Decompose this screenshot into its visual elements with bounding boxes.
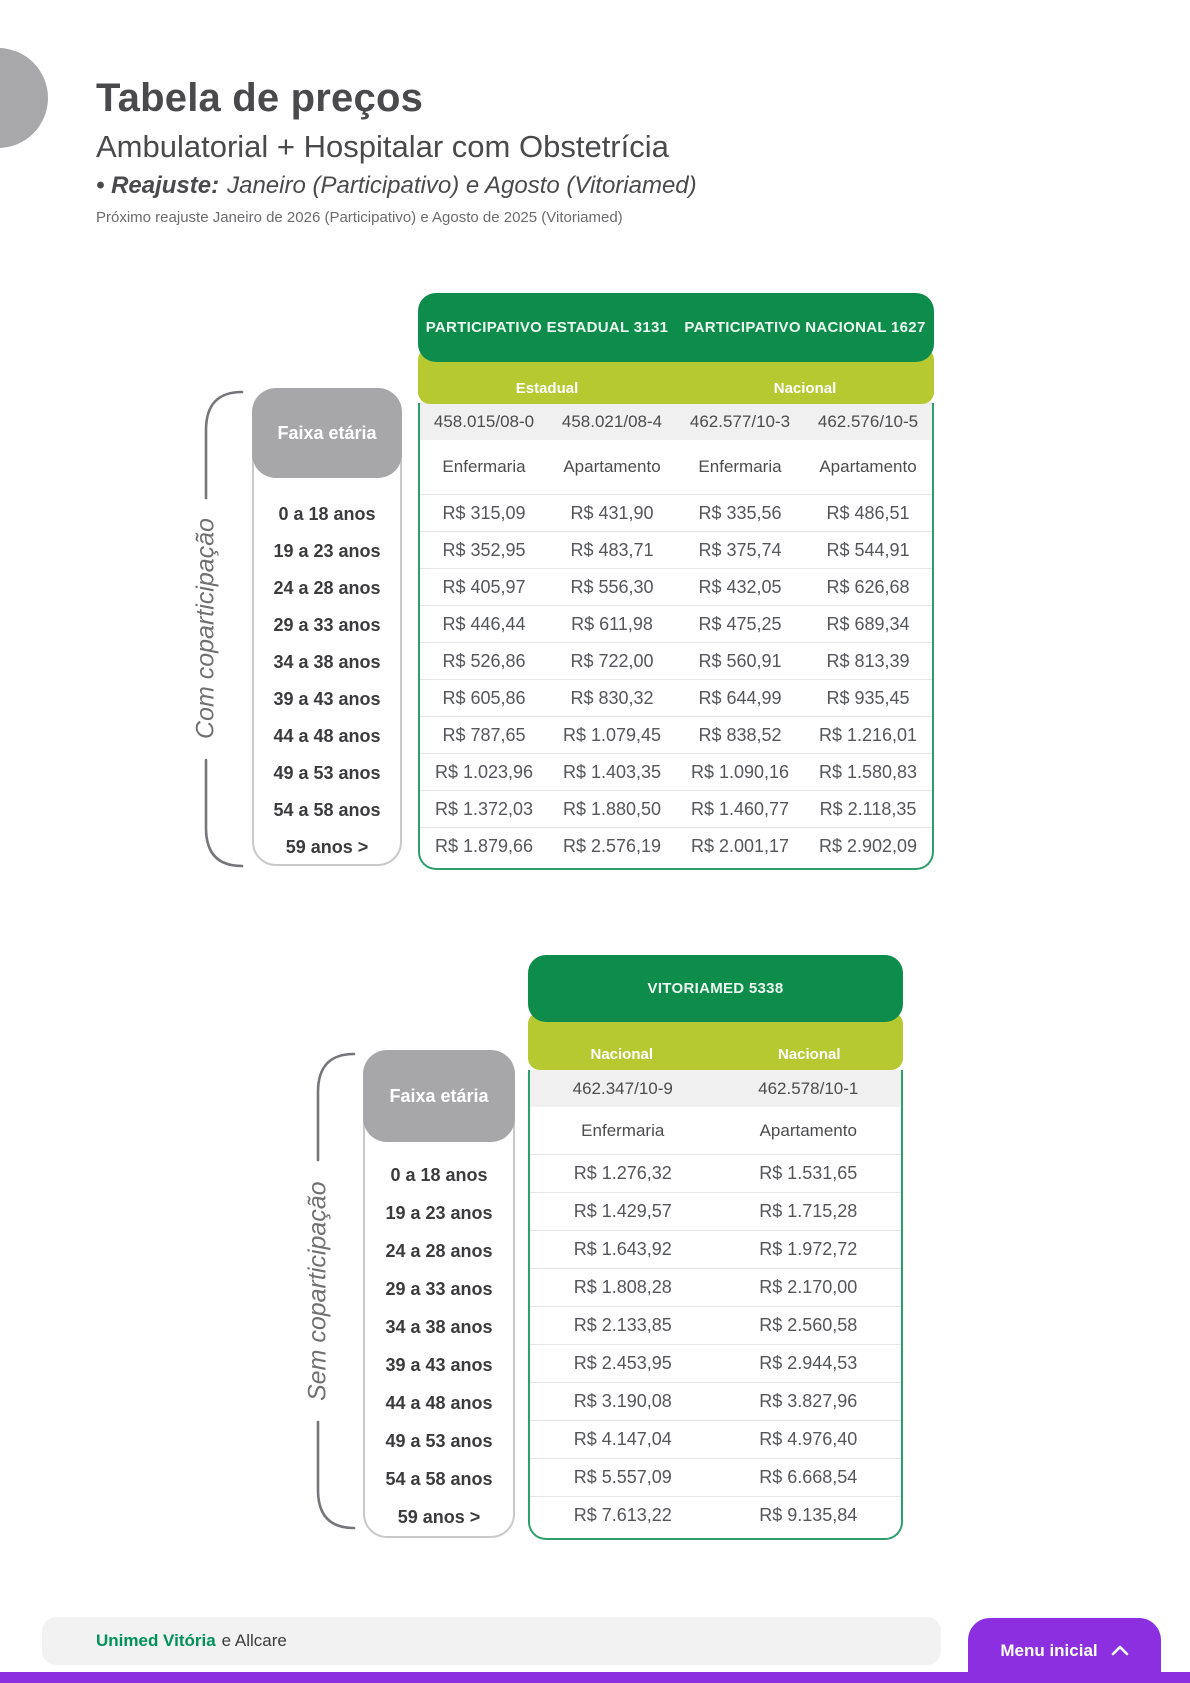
- side-label-sem-coparticipacao: Sem coparticipação: [303, 1181, 332, 1401]
- price-cell: R$ 1.023,96: [434, 761, 534, 782]
- age-label: 24 a 28 anos: [385, 1240, 493, 1261]
- accommodation-label: Apartamento: [563, 457, 661, 476]
- plan-code: 462.347/10-9: [572, 1078, 673, 1098]
- age-column-header-table1: Faixa etária: [252, 388, 402, 478]
- price-cell: R$ 605,86: [442, 687, 526, 708]
- price-cell: R$ 3.827,96: [759, 1391, 858, 1411]
- price-cell: R$ 1.879,66: [434, 835, 534, 856]
- plan-header-estadual: PARTICIPATIVO ESTADUAL 3131: [425, 319, 669, 336]
- plan-code: 462.577/10-3: [689, 411, 791, 431]
- price-row: [420, 568, 932, 605]
- readjust-text: Janeiro (Participativo) e Agosto (Vitoriamed): [227, 172, 697, 199]
- brand-unimed-vitoria: Unimed Vitória: [96, 1631, 216, 1650]
- table2-body: [528, 1070, 903, 1540]
- plan-code: 458.021/08-4: [561, 411, 663, 431]
- price-cell: R$ 6.668,54: [759, 1467, 858, 1487]
- accommodation-label: Apartamento: [759, 1120, 857, 1140]
- accommodation-label: Enfermaria: [581, 1120, 665, 1140]
- age-label: 29 a 33 anos: [273, 615, 381, 635]
- price-cell: R$ 4.976,40: [759, 1429, 858, 1449]
- price-row: [530, 1230, 901, 1268]
- price-cell: R$ 483,71: [570, 539, 654, 560]
- readjust-line: [96, 172, 697, 200]
- decorative-circle: [0, 48, 48, 148]
- price-cell: R$ 830,32: [570, 687, 654, 708]
- price-cell: R$ 432,05: [698, 576, 782, 597]
- price-row: [530, 1306, 901, 1344]
- region-label: Estadual: [515, 380, 579, 397]
- region-label: Nacional: [773, 380, 837, 397]
- price-cell: R$ 3.190,08: [573, 1391, 672, 1411]
- price-cell: R$ 544,91: [826, 539, 910, 560]
- price-row: [420, 716, 932, 753]
- price-cell: R$ 2.453,95: [573, 1353, 672, 1373]
- age-label: 59 anos >: [397, 1506, 481, 1527]
- chevron-up-icon: [1111, 1645, 1129, 1656]
- plan-code: 462.576/10-5: [817, 411, 919, 431]
- price-cell: R$ 560,91: [698, 650, 782, 671]
- price-cell: R$ 526,86: [442, 650, 526, 671]
- price-cell: R$ 1.972,72: [759, 1239, 858, 1259]
- price-cell: R$ 1.403,35: [562, 761, 662, 782]
- price-cell: R$ 722,00: [570, 650, 654, 671]
- price-cell: R$ 611,98: [571, 613, 653, 634]
- price-row: [420, 642, 932, 679]
- price-cell: R$ 486,51: [826, 502, 910, 523]
- accommodation-label: Apartamento: [819, 457, 917, 476]
- price-row: [420, 679, 932, 716]
- price-cell: R$ 2.133,85: [573, 1315, 672, 1335]
- price-cell: R$ 352,95: [442, 539, 526, 560]
- age-label: 44 a 48 anos: [385, 1392, 493, 1413]
- price-cell: R$ 1.643,92: [573, 1239, 672, 1259]
- price-cell: R$ 2.944,53: [759, 1353, 858, 1373]
- age-label: 54 a 58 anos: [273, 800, 381, 820]
- price-cell: R$ 475,25: [698, 613, 782, 634]
- side-label-com-coparticipacao: Com coparticipação: [191, 518, 220, 740]
- plan-header-table1: [418, 293, 934, 362]
- age-label: 54 a 58 anos: [385, 1468, 493, 1489]
- price-cell: R$ 787,65: [442, 724, 526, 745]
- price-row: [530, 1268, 901, 1306]
- region-label: Nacional: [590, 1046, 654, 1063]
- accommodation-row: [420, 440, 932, 494]
- price-cell: R$ 644,99: [698, 687, 782, 708]
- table1-body: [418, 403, 934, 870]
- price-row: [420, 790, 932, 827]
- price-row: [530, 1344, 901, 1382]
- price-row: [420, 494, 932, 531]
- price-cell: R$ 446,44: [442, 613, 526, 634]
- age-label: 39 a 43 anos: [385, 1354, 493, 1375]
- price-cell: R$ 1.460,77: [690, 798, 790, 819]
- next-readjust-note: Próximo reajuste Janeiro de 2026 (Participativo) e Agosto de 2025 (Vitoriamed): [96, 209, 623, 226]
- age-label: 49 a 53 anos: [273, 763, 381, 783]
- price-cell: R$ 335,56: [698, 502, 782, 523]
- plan-header-vitoriamed: VITORIAMED 5338: [647, 980, 784, 997]
- page-subtitle: Ambulatorial + Hospitalar com Obstetrícia: [96, 129, 669, 164]
- price-cell: R$ 431,90: [570, 502, 654, 523]
- price-cell: R$ 935,45: [826, 687, 910, 708]
- accommodation-row: [530, 1107, 901, 1154]
- footer-brand-bar: [42, 1617, 941, 1665]
- price-cell: R$ 1.808,28: [573, 1277, 672, 1297]
- price-cell: R$ 1.216,01: [818, 724, 918, 745]
- price-row: [530, 1382, 901, 1420]
- plan-code: 462.578/10-1: [758, 1078, 859, 1098]
- price-cell: R$ 1.531,65: [759, 1163, 858, 1183]
- price-cell: R$ 1.580,83: [818, 761, 918, 782]
- plan-header-nacional: PARTICIPATIVO NACIONAL 1627: [684, 319, 926, 336]
- page-title: Tabela de preços: [96, 76, 424, 120]
- price-cell: R$ 2.576,19: [562, 835, 662, 856]
- price-row: [420, 531, 932, 568]
- price-cell: R$ 375,74: [698, 539, 782, 560]
- price-row: [530, 1154, 901, 1192]
- price-cell: R$ 315,09: [442, 502, 526, 523]
- plan-codes-row: [420, 403, 932, 440]
- price-cell: R$ 838,52: [698, 724, 782, 745]
- region-label: Nacional: [777, 1046, 841, 1063]
- age-label: 34 a 38 anos: [273, 652, 381, 672]
- price-cell: R$ 7.613,22: [573, 1505, 672, 1525]
- price-row: [420, 827, 932, 864]
- price-cell: R$ 405,97: [442, 576, 526, 597]
- age-label: 29 a 33 anos: [385, 1278, 493, 1299]
- age-label: 0 a 18 anos: [390, 1164, 488, 1185]
- price-cell: R$ 689,34: [826, 613, 910, 634]
- accommodation-label: Enfermaria: [698, 457, 782, 476]
- age-label: 19 a 23 anos: [385, 1202, 493, 1223]
- price-row: [530, 1192, 901, 1230]
- price-cell: R$ 2.118,35: [819, 798, 917, 819]
- readjust-label: • Reajuste:: [96, 172, 220, 199]
- price-cell: R$ 1.715,28: [759, 1201, 858, 1221]
- price-cell: R$ 813,39: [826, 650, 910, 671]
- menu-inicial-label: Menu inicial: [1000, 1640, 1098, 1660]
- accommodation-label: Enfermaria: [442, 457, 526, 476]
- age-label: 19 a 23 anos: [273, 541, 381, 561]
- price-cell: R$ 2.001,17: [690, 835, 790, 856]
- plan-header-table2: [528, 955, 903, 1022]
- price-row: [420, 753, 932, 790]
- price-row: [530, 1496, 901, 1534]
- price-cell: R$ 2.560,58: [759, 1315, 858, 1335]
- price-cell: R$ 2.902,09: [818, 835, 918, 856]
- price-cell: R$ 556,30: [570, 576, 654, 597]
- price-cell: R$ 9.135,84: [759, 1505, 858, 1525]
- price-row: [420, 605, 932, 642]
- age-label: 44 a 48 anos: [273, 726, 381, 746]
- menu-inicial-button[interactable]: [968, 1618, 1161, 1683]
- price-cell: R$ 1.090,16: [690, 761, 790, 782]
- price-cell: R$ 626,68: [826, 576, 910, 597]
- price-cell: R$ 5.557,09: [573, 1467, 672, 1487]
- brand-allcare: e Allcare: [221, 1631, 287, 1650]
- price-row: [530, 1458, 901, 1496]
- plan-codes-row: [530, 1070, 901, 1107]
- age-label: 24 a 28 anos: [273, 578, 381, 598]
- price-cell: R$ 4.147,04: [573, 1429, 672, 1449]
- age-column-header-table2: Faixa etária: [363, 1050, 515, 1142]
- price-cell: R$ 1.276,32: [573, 1163, 672, 1183]
- price-cell: R$ 1.079,45: [562, 724, 662, 745]
- plan-code: 458.015/08-0: [433, 411, 535, 431]
- price-row: [530, 1420, 901, 1458]
- price-cell: R$ 1.372,03: [434, 798, 534, 819]
- age-label: 0 a 18 anos: [278, 504, 376, 524]
- price-cell: R$ 1.880,50: [562, 798, 662, 819]
- age-label: 49 a 53 anos: [385, 1430, 493, 1451]
- age-label: 34 a 38 anos: [385, 1316, 493, 1337]
- age-label: 39 a 43 anos: [273, 689, 381, 709]
- price-cell: R$ 1.429,57: [573, 1201, 672, 1221]
- price-cell: R$ 2.170,00: [759, 1277, 858, 1297]
- age-label: 59 anos >: [285, 837, 369, 857]
